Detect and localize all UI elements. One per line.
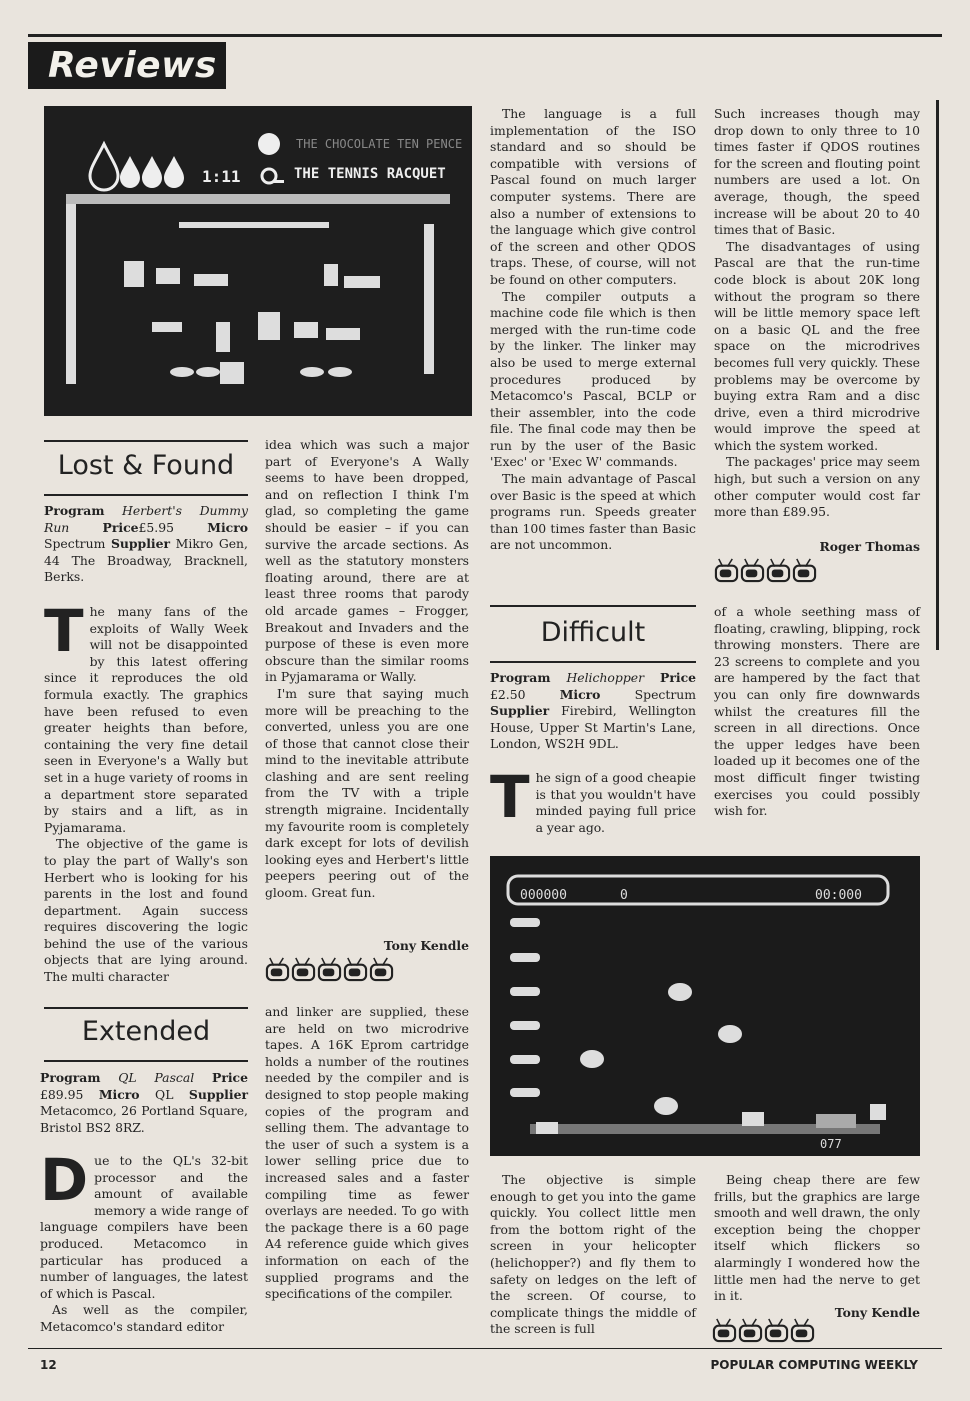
program-name: Herbert's Dummy Run [44, 503, 248, 535]
extended-body-col4: Such increases though may drop down to only three to 10 times faster if QDOS routines for the screen and flouting point numbers are used a lot. On average, though, the speed increase will be about 20 to 40 times that of Basic. The disadvantages of using Pascal are that the run-time code block is about 20K long without the program so there will be little memory space left on a basic QL and the free space on the microdrives becomes full very quickly. These problems may be overcome by buying extra Ram and a disc drive, even a third microdrive would improve the speed at which the system worked. The packages' price may seem high, but such a version on any other computer would cost far more than £89.95. [714, 106, 920, 520]
extended-author: Roger Thomas [819, 539, 920, 554]
game-item-top: THE CHOCOLATE TEN PENCE [296, 137, 463, 151]
lost-found-body-col2: idea which was such a major part of Everyone's A Wally seems to have been dropped, and on reflection I think I'm glad, so completing the game should be easier – if you can survive the arcade sections. As well as the statutory monsters floating around, there are at least three rooms that parody old arcade games – Frogger, Breakout and Invaders and the purpose of these is even more obscure than the similar rooms in Pyjamarama or Wally. I'm sure that saying much more will be preaching to the converted, unless you are one of those that cannot close their mind to the inevitable attribute clashing and are sent reeling from the TV with a triple strength migraine. Incidentally my favourite room is completely dark except for lots of devilish looking eyes and Herbert's little peepers peering out of the gloom. Great fun. [265, 437, 469, 901]
right-edge-rule [936, 100, 939, 650]
tv-rating-icon [712, 1318, 737, 1343]
game-screenshot-herberts-dummy-run [44, 106, 472, 416]
drop-cap: D [40, 1146, 89, 1214]
extended-body-col2: and linker are supplied, these are held on two microdrive tapes. A 16K Eprom cartridge holds a number of the routines needed by the compiler and is designed to stop people making copies of the program and selling them. The advantage to the user of such a system is a lower selling price due to increased sales and a faster compiling time as fewer overlays are needed. To go with the package there is a 60 page A4 reference guide which gives information on each of the supplied programs and the specifications of the compiler. [265, 1004, 469, 1302]
difficult-author: Tony Kendle [834, 1305, 920, 1320]
lost-found-rating [265, 957, 394, 982]
score-right: 00:000 [815, 888, 862, 903]
lost-found-rule-top [44, 440, 248, 442]
tv-rating-icon [714, 558, 739, 583]
section-title: Reviews [48, 45, 217, 86]
game-item-held: THE TENNIS RACQUET [294, 166, 446, 182]
difficult-title: Difficult [540, 617, 646, 648]
lost-found-author: Tony Kendle [383, 938, 469, 953]
program-name: Helichopper [566, 670, 645, 685]
game-screenshot-helichopper [490, 856, 920, 1156]
lost-found-body: The many fans of the exploits of Wally Week will not be disappointed by this latest offering since it reproduces the old formula exactly. The graphics have been refused to even greater heights than before, containing the very fine detail seen in Everyone's a Wally but set in a huge variety of rooms in a department store separated by stairs and a lift, as in Pyjamarama. The objective of the game is to play the part of Wally's son Herbert who is looking for his parents in the lost and found department. Again success requires discovering the logic behind the use of the various objects that are lying around. The multi character [44, 597, 248, 985]
tv-rating-icon [764, 1318, 789, 1343]
tv-rating-icon [291, 957, 316, 982]
extended-rule-bottom [44, 1060, 248, 1062]
game-timer: 1:11 [202, 167, 241, 186]
extended-info: Program QL Pascal Price £89.95 Micro QL Supplier Metacomco, 26 Portland Square, Bristol BS2 8RZ. [40, 1070, 248, 1135]
extended-rule-top [44, 1007, 248, 1009]
price: £2.50 [490, 686, 526, 702]
magazine-name: POPULAR COMPUTING WEEKLY [710, 1358, 918, 1372]
score-mid: 0 [620, 888, 628, 903]
extended-rating [714, 558, 817, 583]
extended-title: Extended [81, 1016, 211, 1047]
footer-rule [28, 1348, 942, 1349]
price: £89.95 [40, 1086, 84, 1102]
lost-found-rule-bottom [44, 494, 248, 496]
difficult-body-cheap: Being cheap there are few frills, but the graphics are large smooth and well drawn, the only exception being the chopper itself which flickers so alarmingly I wondered how the little men had the nerve to get in it. [714, 1172, 920, 1304]
difficult-rule-top [490, 605, 696, 607]
tv-rating-icon [343, 957, 368, 982]
page-number: 12 [40, 1358, 57, 1372]
difficult-body: The sign of a good cheapie is that you wouldn't have minded paying full price a year ago. [490, 763, 696, 835]
drop-cap: T [490, 763, 530, 831]
tv-rating-icon [369, 957, 394, 982]
difficult-body-objective: The objective is simple enough to get you into the game quickly. You collect little men from the bottom right of the screen in your helicopter (helichopper?) and fly them to safety on ledges on the left of the screen. Of course, to complicate things the middle of the screen is full [490, 1172, 696, 1337]
tv-rating-icon [317, 957, 342, 982]
difficult-body-col4: of a whole seething mass of floating, crawling, blipping, rock throwing monsters. There are 23 screens to complete and you are hampered by the fact that you can only fire downwards whilst the creatures fill the screen in all directions. Once the upper ledges have been loaded up it becomes one of the most difficult finger twisting exercises you could possibly wish for. [714, 604, 920, 819]
score-left: 000000 [520, 888, 567, 903]
difficult-rule-bottom [490, 661, 696, 663]
drop-cap: T [44, 597, 84, 665]
tv-rating-icon [265, 957, 290, 982]
difficult-info: Program Helichopper Price £2.50 Micro Spectrum Supplier Firebird, Wellington House, Upper St Martin's Lane, London, WS2H 9DL. [490, 670, 696, 752]
extended-body-col3: The language is a full implementation of the ISO standard and so should be compatible with versions of Pascal found on much larger computer systems. There are also a number of extensions to the language which give control of the screen and other QDOS traps. These, of course, will not be found on other computers. The compiler outputs a machine code file which is then merged with the run-time code by the linker. The linker may also be used to merge external procedures produced by Metacomco's Pascal, BCLP or their assembler, into the code file. The final code may then be run by the user of the Basic 'Exec' or 'Exec W' commands. The main advantage of Pascal over Basic is the speed at which programs run. Speeds greater than 100 times faster than Basic are not uncommon. [490, 106, 696, 553]
lost-found-title: Lost & Found [57, 450, 235, 481]
lost-found-info: Program Herbert's Dummy Run Price£5.95 Micro Spectrum Supplier Mikro Gen, 44 The Broadway, Bracknell, Berks. [44, 503, 248, 585]
header-rule [28, 34, 942, 37]
tv-rating-icon [792, 558, 817, 583]
price: £5.95 [138, 519, 174, 535]
tv-rating-icon [740, 558, 765, 583]
men-counter: 077 [820, 1137, 842, 1151]
program-name: QL Pascal [118, 1070, 195, 1085]
tv-rating-icon [738, 1318, 763, 1343]
tv-rating-icon [766, 558, 791, 583]
extended-body: Due to the QL's 32-bit processor and the amount of available memory a wide range of language compilers have been produced. Metacomco in particular has produced a number of languages, the latest of which is Pascal. As well as the compiler, Metacomco's standard editor [40, 1146, 248, 1334]
difficult-rating [712, 1318, 815, 1343]
tv-rating-icon [790, 1318, 815, 1343]
